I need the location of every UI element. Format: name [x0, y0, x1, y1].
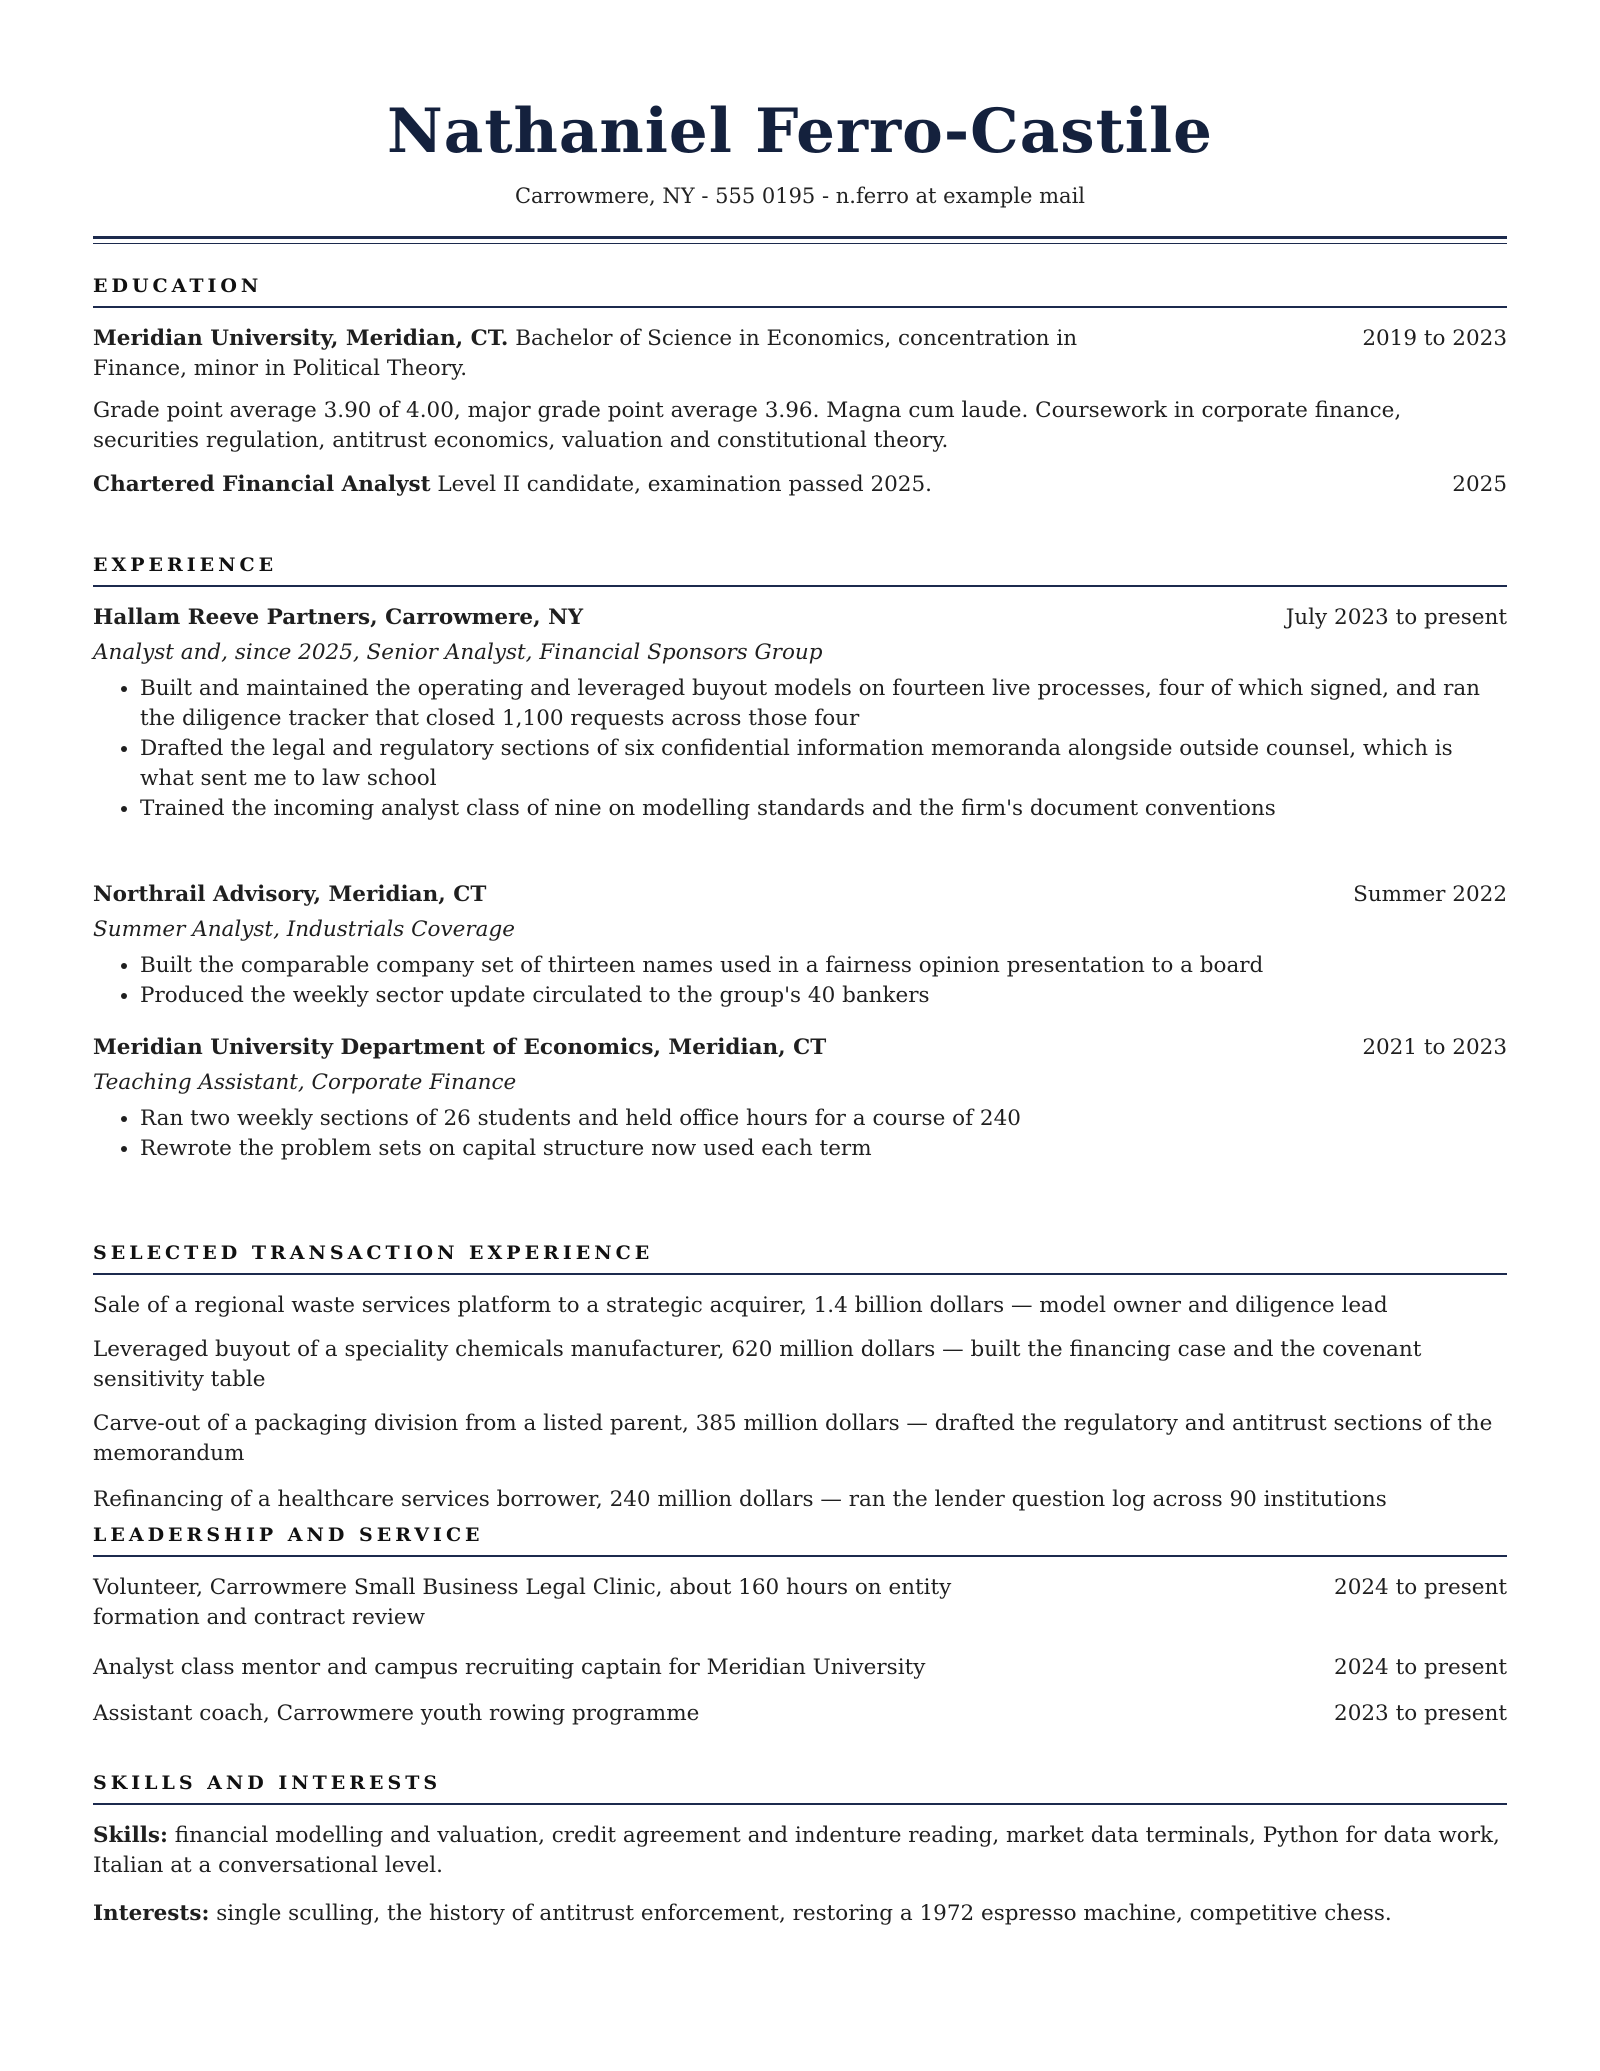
certification-date: 2025 — [1452, 472, 1507, 497]
job-entry — [93, 880, 1507, 1011]
certification-entry — [93, 470, 1507, 500]
job-bullet: • Ran two weekly sections of 26 students and held office hours for a course of 240 — [140, 1104, 1507, 1134]
skills-label: Skills: — [93, 1823, 168, 1848]
skills-line — [93, 1821, 1507, 1881]
job-bullet: • Trained the incoming analyst class of nine on modelling standards and the firm's document conventions — [140, 794, 1507, 824]
leadership-dates: 2024 to present — [1334, 1575, 1507, 1600]
interests-label: Interests: — [93, 1901, 210, 1926]
school-name: Meridian University, Meridian, CT. — [93, 326, 509, 351]
job-bullets — [93, 674, 1507, 824]
certification-description — [93, 470, 1452, 500]
education-entry — [93, 324, 1507, 384]
job-organization: Hallam Reeve Partners, Carrowmere, NY — [93, 605, 584, 630]
job-organization: Northrail Advisory, Meridian, CT — [93, 882, 487, 907]
skills-text: financial modelling and valuation, credit agreement and indenture reading, market data terminals, Python for data work, Italian at a conversational level. — [93, 1823, 1500, 1878]
job-dates: 2021 to 2023 — [1362, 1035, 1507, 1060]
education-section — [93, 274, 1507, 500]
transaction-item: Refinancing of a healthcare services borrower, 240 million dollars — ran the lender question log across 90 institutions — [93, 1487, 1387, 1512]
leadership-dates: 2024 to present — [1334, 1655, 1507, 1680]
job-dates: July 2023 to present — [1285, 605, 1507, 630]
job-dates: Summer 2022 — [1353, 882, 1507, 907]
leadership-text: Assistant coach, Carrowmere youth rowing programme — [93, 1701, 700, 1726]
leadership-section — [93, 1523, 1507, 1729]
job-entry — [93, 603, 1507, 824]
certification-name: Chartered Financial Analyst — [93, 472, 431, 497]
section-title-education: EDUCATION — [93, 274, 1507, 308]
transaction-item: Leveraged buyout of a speciality chemicals manufacturer, 620 million dollars — built the financing case and the covenant sensitivity table — [93, 1337, 1422, 1392]
job-role: Teaching Assistant, Corporate Finance — [93, 1070, 517, 1095]
job-bullets — [93, 1104, 1507, 1164]
header-divider — [93, 236, 1507, 244]
leadership-text: Volunteer, Carrowmere Small Business Legal Clinic, about 160 hours on entity formation and contract review — [93, 1575, 952, 1630]
section-title-leadership: LEADERSHIP AND SERVICE — [93, 1523, 1507, 1557]
job-entry — [93, 1033, 1507, 1164]
leadership-text: Analyst class mentor and campus recruiting captain for Meridian University — [93, 1655, 926, 1680]
interests-text: single sculling, the history of antitrust enforcement, restoring a 1972 espresso machine, competitive chess. — [209, 1901, 1392, 1926]
job-header — [93, 603, 1507, 633]
job-header — [93, 880, 1507, 910]
certification-detail: Level II candidate, examination passed 2025. — [430, 472, 932, 497]
section-title-skills: SKILLS AND INTERESTS — [93, 1771, 1507, 1805]
job-role: Analyst and, since 2025, Senior Analyst, Financial Sponsors Group — [93, 640, 823, 665]
job-bullet: • Rewrote the problem sets on capital structure now used each term — [140, 1134, 1507, 1164]
education-description — [93, 324, 1362, 384]
candidate-name: Nathaniel Ferro-Castile — [387, 96, 1213, 167]
contact-line: Carrowmere, NY - 555 0195 - n.ferro at example mail — [514, 184, 1086, 208]
job-bullet: • Drafted the legal and regulatory sections of six confidential information memoranda alongside outside counsel, which is what sent me to law school — [140, 734, 1507, 794]
job-bullet: • Built the comparable company set of thirteen names used in a fairness opinion presentation to a board — [140, 951, 1507, 981]
experience-section — [93, 553, 1507, 1164]
job-organization: Meridian University Department of Economics, Meridian, CT — [93, 1035, 827, 1060]
transactions-section — [93, 1241, 1507, 1515]
skills-section — [93, 1771, 1507, 1929]
interests-line — [93, 1899, 1507, 1929]
transaction-item: Sale of a regional waste services platform to a strategic acquirer, 1.4 billion dollars — model owner and diligence lead — [93, 1293, 1388, 1318]
degree-text: Bachelor of Science in Economics, concentration in Finance, minor in Political Theory. — [93, 326, 1078, 381]
job-bullet: • Produced the weekly sector update circulated to the group's 40 bankers — [140, 981, 1507, 1011]
leadership-item — [93, 1653, 1507, 1683]
job-bullets — [93, 951, 1507, 1011]
job-header — [93, 1033, 1507, 1063]
transaction-item: Carve-out of a packaging division from a listed parent, 385 million dollars — drafted the regulatory and antitrust sections of the memorandum — [93, 1411, 1493, 1466]
job-bullet: • Built and maintained the operating and leveraged buyout models on fourteen live processes, four of which signed, and ran the diligence tracker that closed 1,100 requests across those four — [140, 674, 1507, 734]
leadership-item — [93, 1573, 1507, 1633]
leadership-item — [93, 1699, 1507, 1729]
section-title-transactions: SELECTED TRANSACTION EXPERIENCE — [93, 1241, 1507, 1275]
education-dates: 2019 to 2023 — [1362, 326, 1507, 351]
education-details: Grade point average 3.90 of 4.00, major grade point average 3.96. Magna cum laude. Coursework in corporate finance, securities regulation, antitrust economics, valuation and constitutional theory. — [93, 398, 1402, 453]
leadership-dates: 2023 to present — [1334, 1701, 1507, 1726]
job-role: Summer Analyst, Industrials Coverage — [93, 917, 515, 942]
section-title-experience: EXPERIENCE — [93, 553, 1507, 587]
